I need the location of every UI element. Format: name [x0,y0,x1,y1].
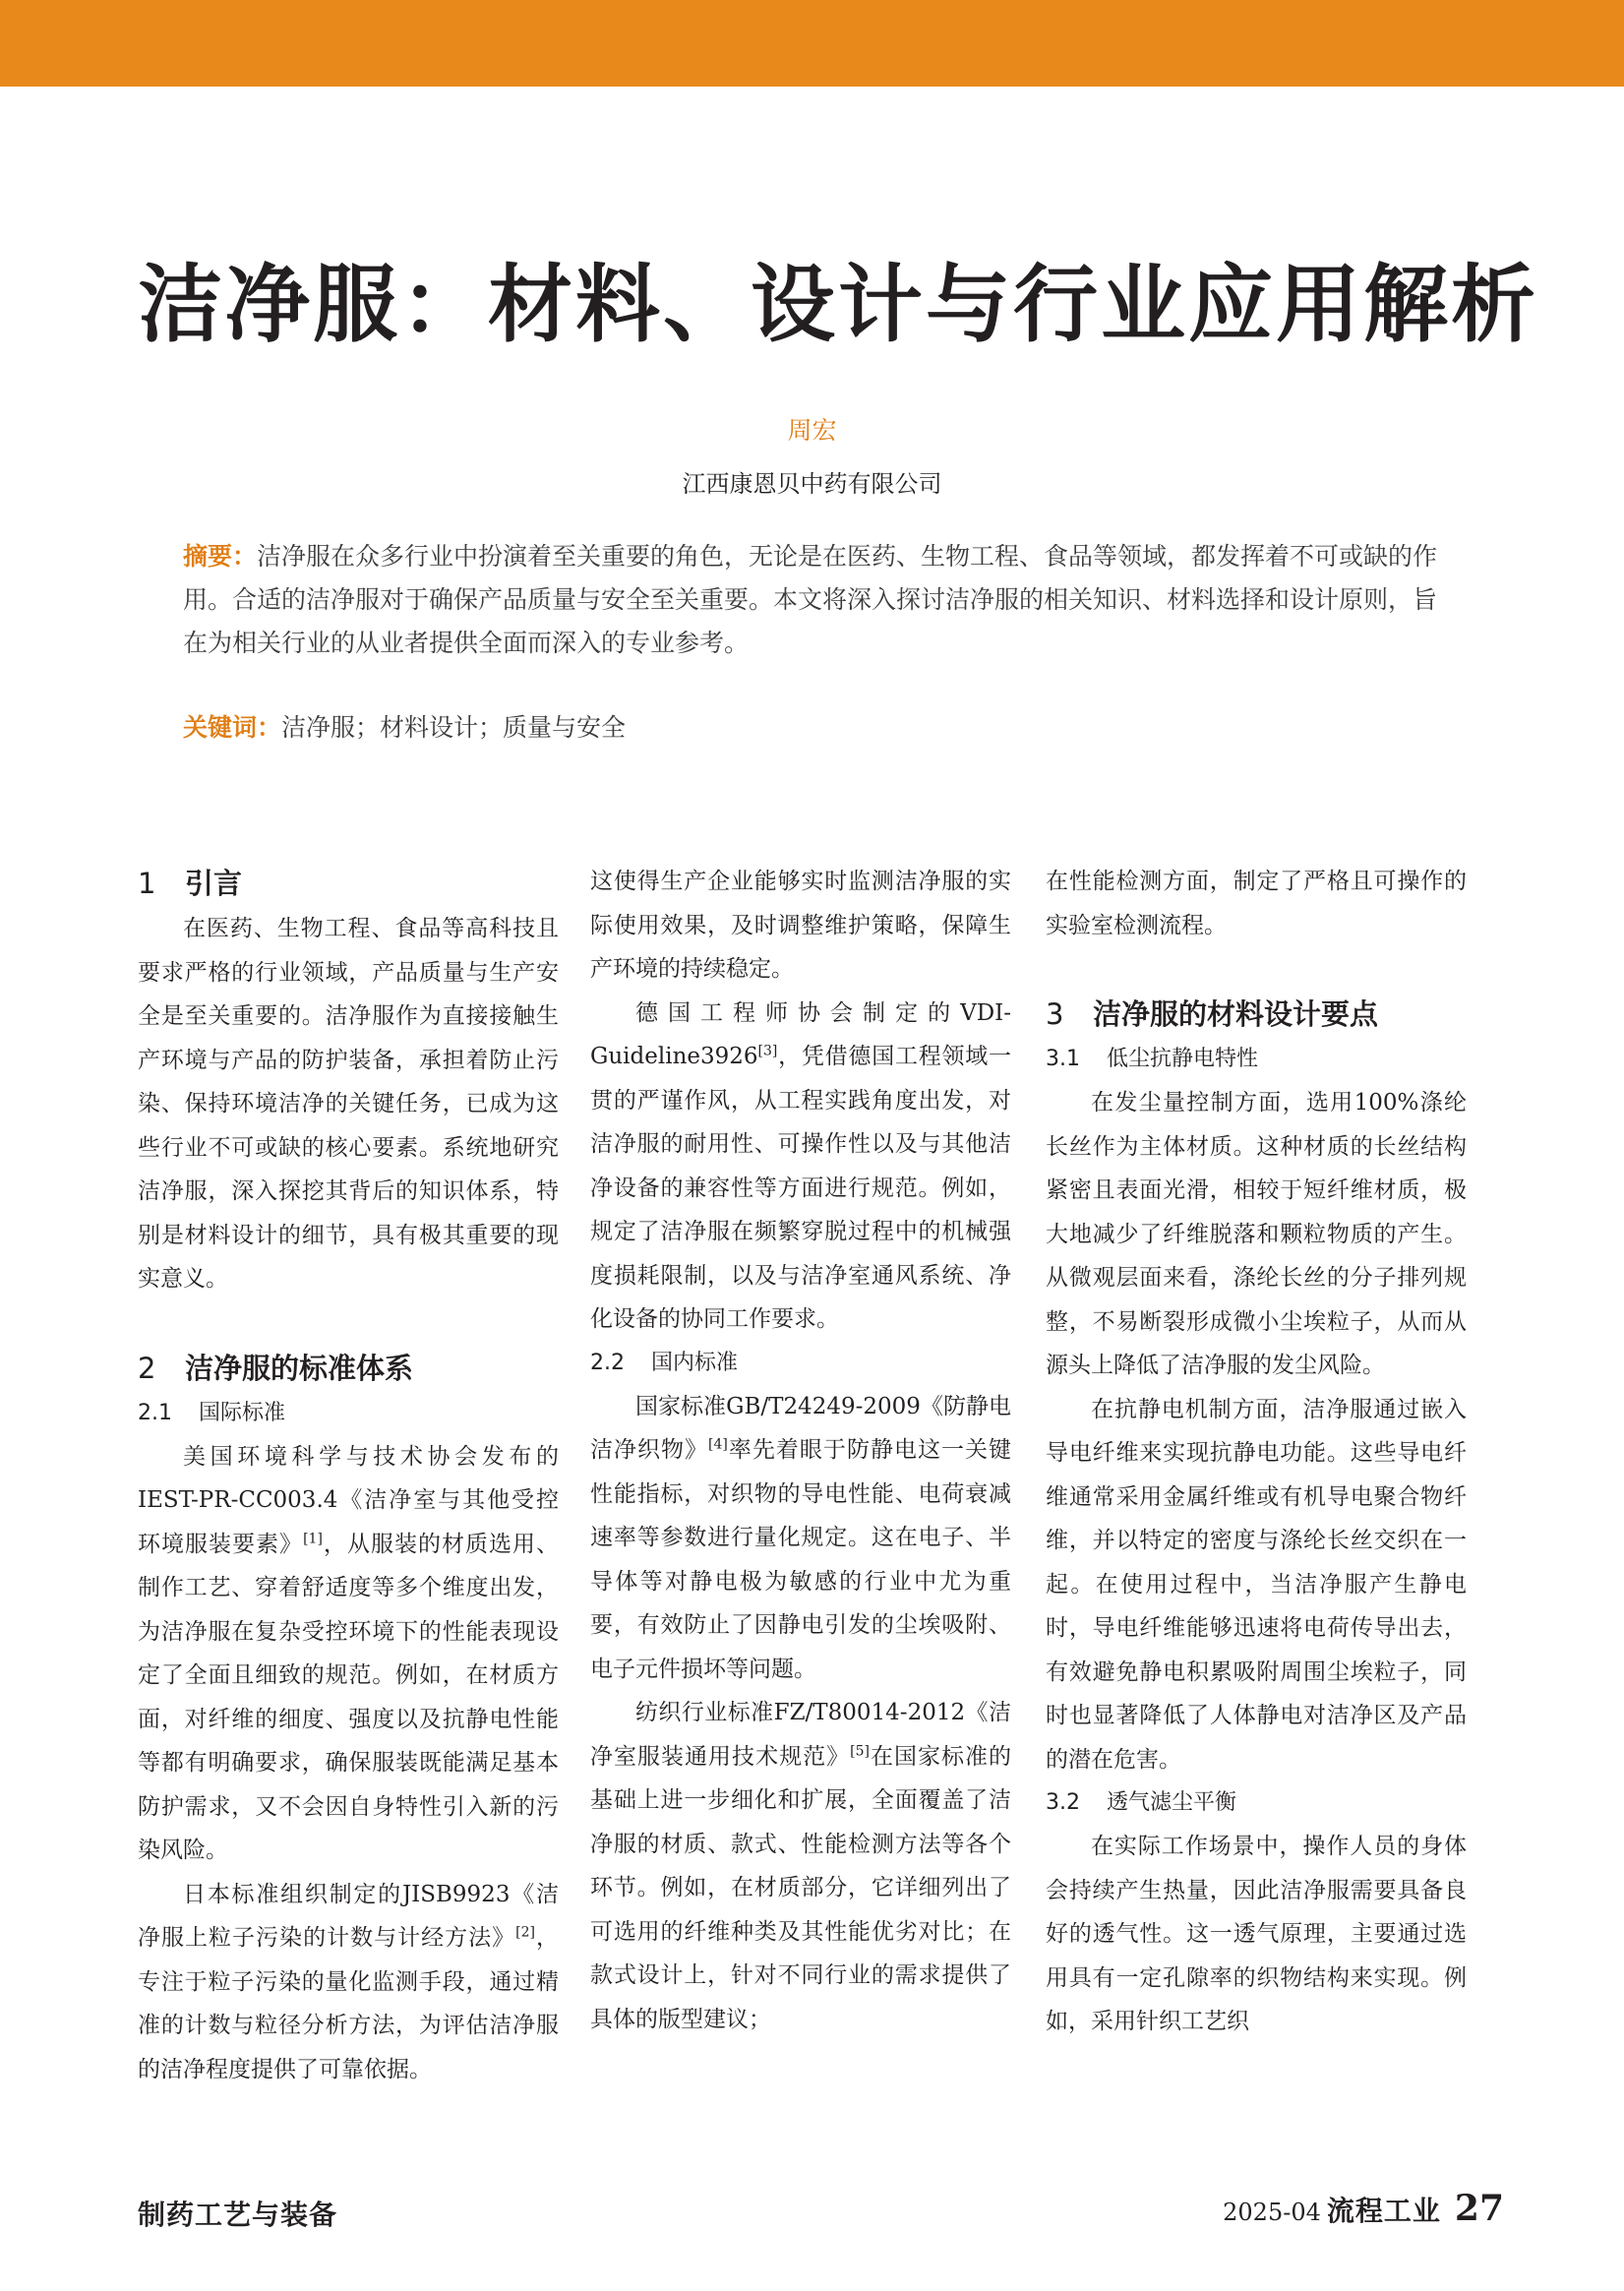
section-heading-2 [138,1345,559,1392]
section-title: 洁净服的标准体系 [185,1351,414,1385]
reference-marker: [1] [303,1530,323,1546]
section-number: 1 [138,867,156,900]
subsection-number: 2.1 [138,1400,172,1425]
section-title: 洁净服的材料设计要点 [1093,997,1379,1031]
body-paragraph [590,1691,1011,2041]
column-left [138,860,559,2091]
subsection-title: 国际标准 [199,1400,286,1425]
keywords [183,706,1452,750]
header-accent-bar [0,0,1624,87]
paragraph-text: 国家标准GB/T24249-2009《防静电洁净织物》 [590,1393,1011,1463]
author-name: 周宏 [787,416,837,445]
body-paragraph: 在性能检测方面，制定了严格且可操作的实验室检测流程。 [1046,869,1467,938]
paragraph-text: 日本标准组织制定的JISB9923《洁净服上粒子污染的计数与计经方法》 [138,1881,559,1951]
subsection-title: 低尘抗静电特性 [1107,1047,1259,1071]
reference-marker: [2] [515,1924,535,1941]
section-heading-1 [138,860,559,907]
subsection-heading-2-1 [138,1392,559,1435]
paragraph-text: 德国工程师协会制定的VDI-Guideline3926 [590,999,1011,1069]
footer-section-name: 制药工艺与装备 [138,2199,338,2231]
body-paragraph [590,992,1011,1342]
abstract-text: 洁净服在众多行业中扮演着至关重要的角色，无论是在医药、生物工程、食品等领域，都发挥着不可或缺的作用。合适的洁净服对于确保产品质量与安全至关重要。本文将深入探讨洁净服的相关知识、材料选择和设计原则，旨在为相关行业的从业者提供全面而深入的专业参考。 [183,542,1438,657]
body-paragraph: 在发尘量控制方面，选用100%涤纶长丝作为主体材质。这种材质的长丝结构紧密且表面光滑，相较于短纤维材质，极大地减少了纤维脱落和颗粒物质的产生。从微观层面来看，涤纶长丝的分子排列规整，不易断裂形成微小尘埃粒子，从而从源头上降低了洁净服的发尘风险。 [1046,1090,1467,1378]
section-title: 引言 [185,867,243,900]
footer-issue-info [1223,2188,1504,2229]
column-right [1046,860,1467,2044]
body-paragraph: 在医药、生物工程、食品等高科技且要求严格的行业领域，产品质量与生产安全是至关重要的。洁净服作为直接接触生产环境与产品的防护装备，承担着防止污染、保持环境洁净的关键任务，已成为这些行业不可或缺的核心要素。系统地研究洁净服，深入探挖其背后的知识体系，特别是材料设计的细节，具有极其重要的现实意义。 [138,916,559,1292]
subsection-number: 2.2 [590,1350,625,1375]
paragraph-text: ，专注于粒子污染的量化监测手段，通过精准的计数与粒径分析方法，为评估洁净服的洁净程度提供了可靠依据。 [138,1925,560,2082]
subsection-heading-3-2 [1046,1781,1467,1825]
section-number: 3 [1046,997,1064,1031]
body-paragraph: 这使得生产企业能够实时监测洁净服的实际使用效果，及时调整维护策略，保障生产环境的持续稳定。 [590,869,1011,982]
body-paragraph: 在实际工作场景中，操作人员的身体会持续产生热量，因此洁净服需要具备良好的透气性。这一透气原理，主要通过选用具有一定孔隙率的织物结构来实现。例如，采用针织工艺织 [1046,1834,1467,2034]
reference-marker: [5] [850,1742,870,1759]
footer-journal-name: 流程工业 [1326,2195,1441,2227]
keywords-text: 洁净服；材料设计；质量与安全 [281,713,627,742]
section-heading-3 [1046,991,1467,1038]
paragraph-text: ，从服装的材质选用、制作工艺、穿着舒适度等多个维度出发，为洁净服在复杂受控环境下的性能表现设定了全面且细致的规范。例如，在材质方面，对纤维的细度、强度以及抗静电性能等都有明确要求，确保服装既能满足基本防护需求，又不会因自身特性引入新的污染风险。 [138,1531,560,1863]
paragraph-text: 美国环境科学与技术协会发布的IEST-PR-CC003.4《洁净室与其他受控环境服装要素》 [138,1443,559,1557]
keywords-label: 关键词： [183,713,282,742]
footer-issue: 2025-04 [1223,2199,1321,2226]
body-paragraph: 在抗静电机制方面，洁净服通过嵌入导电纤维来实现抗静电功能。这些导电纤维通常采用金属纤维或有机导电聚合物纤维，并以特定的密度与涤纶长丝交织在一起。在使用过程中，当洁净服产生静电时，导电纤维能够迅速将电荷传导出去，有效避免静电积累吸附周围尘埃粒子，同时也显著降低了人体静电对洁净区及产品的潜在危害。 [1046,1396,1467,1773]
reference-marker: [3] [757,1043,778,1059]
subsection-heading-3-1 [1046,1038,1467,1081]
subsection-number: 3.1 [1046,1047,1080,1071]
paragraph-text: 在国家标准的基础上进一步细化和扩展，全面覆盖了洁净服的材质、款式、性能检测方法等各个环节。例如，在材质部分，它详细列出了可选用的纤维种类及其性能优劣对比；在款式设计上，针对不同行业的需求提供了具体的版型建议； [590,1743,1012,2032]
abstract-label: 摘要： [183,542,258,571]
article-title: 洁净服：材料、设计与行业应用解析 [138,256,1538,354]
paragraph-text: ，凭借德国工程领域一贯的严谨作风，从工程实践角度出发，对洁净服的耐用性、可操作性以及与其他洁净设备的兼容性等方面进行规范。例如，规定了洁净服在频繁穿脱过程中的机械强度损耗限制，以及与洁净室通风系统、净化设备的协同工作要求。 [590,1044,1011,1332]
body-paragraph [138,1435,559,1873]
paragraph-text: 率先着眼于防静电这一关键性能指标，对织物的导电性能、电荷衰减速率等参数进行量化规定。这在电子、半导体等对静电极为敏感的行业中尤为重要，有效防止了因静电引发的尘埃吸附、电子元件损坏等问题。 [590,1437,1012,1682]
reference-marker: [4] [708,1436,728,1453]
subsection-title: 透气滤尘平衡 [1107,1790,1237,1815]
body-paragraph [138,1873,559,2092]
subsection-number: 3.2 [1046,1790,1080,1815]
author-affiliation: 江西康恩贝中药有限公司 [682,470,942,498]
abstract [183,535,1452,665]
subsection-heading-2-2 [590,1342,1011,1385]
column-middle [590,860,1011,2041]
page-number: 27 [1454,2188,1504,2229]
section-number: 2 [138,1351,156,1385]
body-paragraph [590,1385,1011,1692]
paragraph-text: 纺织行业标准FZ/T80014-2012《洁净室服装通用技术规范》 [590,1700,1011,1770]
subsection-title: 国内标准 [651,1350,739,1375]
